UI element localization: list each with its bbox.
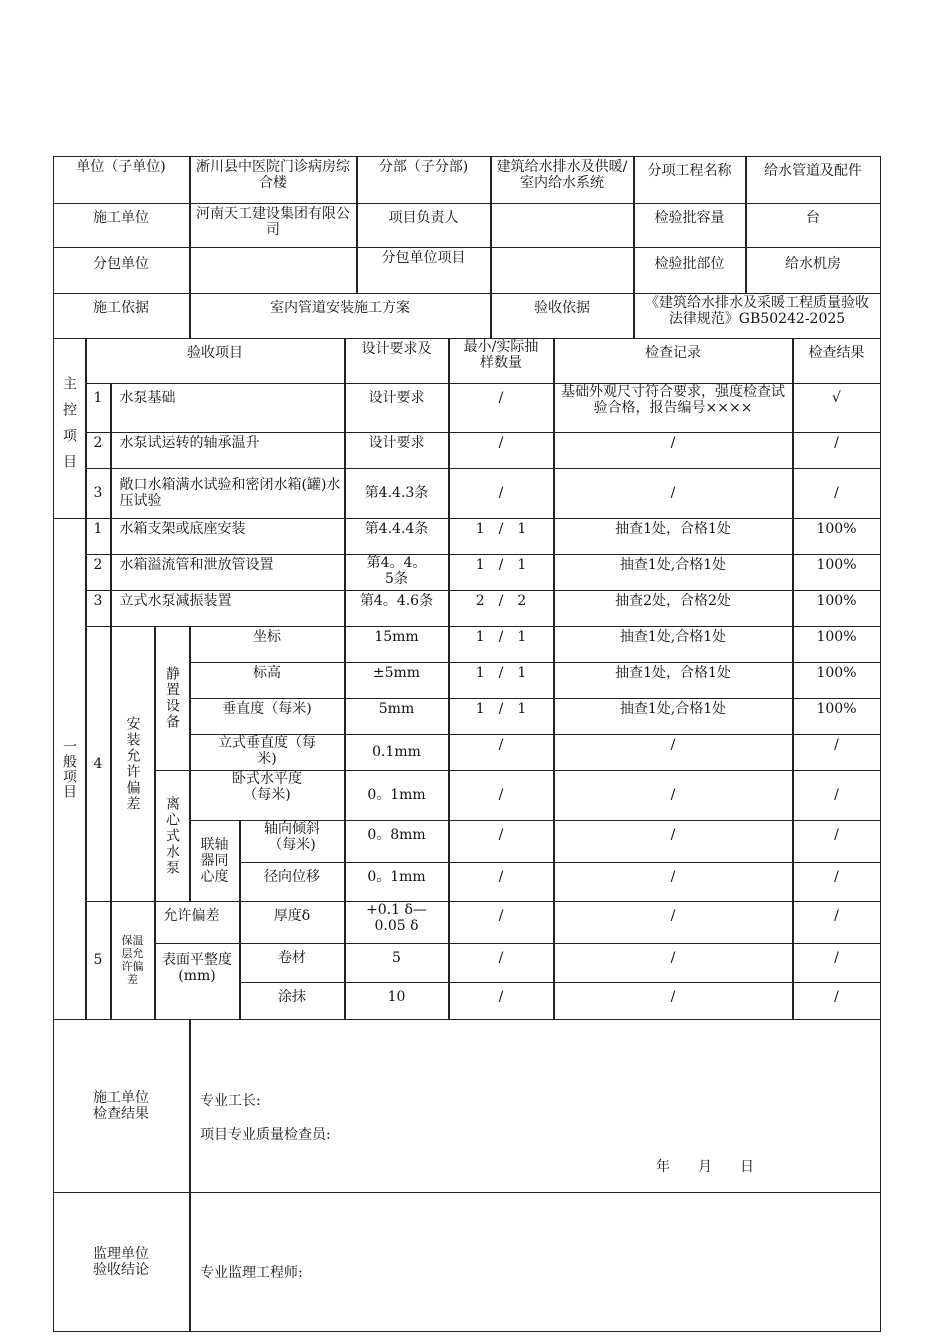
division-value: 建筑给水排水及供暖/室内给水系统: [491, 156, 634, 204]
location-label: 检验批部位: [634, 247, 746, 294]
g-sample-2: 1 / 1: [449, 554, 554, 591]
contractor-label: 施工单位: [53, 203, 190, 248]
i5-name-1: 厚度δ: [240, 901, 345, 944]
mc-name-3: 敞口水箱满水试验和密闭水箱(罐)水压试验: [111, 468, 345, 519]
mc-design-2: 设计要求: [345, 432, 449, 469]
g-name-3: 立式水泵减振装置: [111, 590, 345, 627]
manager-label: 项目负责人: [357, 203, 491, 248]
i5-name-3: 涂抹: [240, 982, 345, 1020]
col-item: 验收项目: [86, 338, 345, 384]
mc-record-1: 基础外观尺寸符合要求，强度检查试验合格，报告编号××××: [554, 383, 793, 433]
mc-sample-1: /: [449, 383, 554, 433]
i5-name-2: 卷材: [240, 943, 345, 983]
unit-label: 单位（子单位): [53, 156, 190, 204]
i4-name-6: 轴向倾斜（每米): [240, 820, 345, 863]
col-record: 检查记录: [554, 338, 793, 384]
sub-project-value: [491, 247, 634, 294]
contractor-check-area: [190, 1019, 881, 1193]
i4-sample-6: /: [449, 820, 554, 863]
i5-design-3: 10: [345, 982, 449, 1020]
engineer-label: 专业监理工程师:: [200, 1265, 303, 1281]
g-name-2: 水箱溢流管和泄放管设置: [111, 554, 345, 591]
supervisor-label: 监理单位验收结论: [53, 1192, 190, 1332]
subitem-label: 分项工程名称: [634, 156, 746, 204]
i4-record-2: 抽查1处，合格1处: [554, 662, 793, 699]
i4-record-3: 抽查1处,合格1处: [554, 698, 793, 735]
mc-sample-2: /: [449, 432, 554, 469]
mc-sample-3: /: [449, 468, 554, 519]
g-no-5: 5: [86, 901, 111, 1020]
flatness-label: 表面平整度(mm): [155, 943, 240, 1020]
i5-design-1: +0.1 δ—0.05 δ: [345, 901, 449, 944]
col-result: 检查结果: [793, 338, 881, 384]
g-result-1: 100%: [793, 518, 881, 555]
division-label: 分部（子分部): [357, 156, 491, 204]
mc-no-3: 3: [86, 468, 111, 519]
i4-name-5: 卧式水平度（每米): [190, 770, 345, 821]
g-result-2: 100%: [793, 554, 881, 591]
i4-result-4: /: [793, 734, 881, 771]
col-sample: 最小/实际抽样数量: [449, 338, 554, 384]
i4-sample-5: /: [449, 770, 554, 821]
i4-result-1: 100%: [793, 626, 881, 663]
sub-project-label: 分包单位项目: [357, 247, 491, 294]
i4-record-5: /: [554, 770, 793, 821]
mc-result-3: /: [793, 468, 881, 519]
mc-name-1: 水泵基础: [111, 383, 345, 433]
i4-design-6: 0。8mm: [345, 820, 449, 863]
g-sample-1: 1 / 1: [449, 518, 554, 555]
g-no-4: 4: [86, 626, 111, 902]
i4-sample-2: 1 / 1: [449, 662, 554, 699]
mc-no-2: 2: [86, 432, 111, 469]
i4-record-6: /: [554, 820, 793, 863]
mc-result-2: /: [793, 432, 881, 469]
manager-value: [491, 203, 634, 248]
inspection-form: [53, 156, 881, 1332]
i5-sample-2: /: [449, 943, 554, 983]
mc-name-2: 水泵试运转的轴承温升: [111, 432, 345, 469]
date-label: 年 月 日: [656, 1159, 754, 1175]
centrifugal-pump-label: 离心式水泵: [155, 770, 190, 902]
mc-record-2: /: [554, 432, 793, 469]
subcontractor-label: 分包单位: [53, 247, 190, 294]
i5-record-3: /: [554, 982, 793, 1020]
static-equipment-label: 静置设备: [155, 626, 190, 771]
g-no-1: 1: [86, 518, 111, 555]
item4-group: 安装允许偏差: [111, 626, 155, 902]
i4-design-1: 15mm: [345, 626, 449, 663]
i4-design-5: 0。1mm: [345, 770, 449, 821]
g-design-3: 第4。4.6条: [345, 590, 449, 627]
coupling-label: 联轴器同心度: [190, 820, 240, 902]
col-design: 设计要求及: [345, 338, 449, 384]
g-no-3: 3: [86, 590, 111, 627]
i5-result-3: /: [793, 982, 881, 1020]
i4-result-2: 100%: [793, 662, 881, 699]
i4-sample-1: 1 / 1: [449, 626, 554, 663]
acceptance-value: 《建筑给水排水及采暖工程质量验收法律规范》GB50242-2025: [634, 293, 881, 339]
acceptance-label: 验收依据: [491, 293, 634, 339]
location-value: 给水机房: [746, 247, 881, 294]
basis-label: 施工依据: [53, 293, 190, 339]
i5-record-1: /: [554, 901, 793, 944]
i4-result-5: /: [793, 770, 881, 821]
i4-design-2: ±5mm: [345, 662, 449, 699]
inspector-label: 项目专业质量检查员:: [200, 1127, 331, 1143]
i5-sample-1: /: [449, 901, 554, 944]
i5-design-2: 5: [345, 943, 449, 983]
i5-result-1: /: [793, 901, 881, 944]
g-record-2: 抽查1处,合格1处: [554, 554, 793, 591]
i5-sample-3: /: [449, 982, 554, 1020]
contractor-value: 河南天工建设集团有限公司: [190, 203, 357, 248]
i5-result-2: /: [793, 943, 881, 983]
subcontractor-value: [190, 247, 357, 294]
foreman-label: 专业工长:: [200, 1093, 261, 1109]
capacity-value: 台: [746, 203, 881, 248]
contractor-check-label: 施工单位检查结果: [53, 1019, 190, 1193]
general-label: 一般项目: [53, 518, 86, 1020]
mc-result-1: √: [793, 383, 881, 433]
mc-design-3: 第4.4.3条: [345, 468, 449, 519]
i4-design-3: 5mm: [345, 698, 449, 735]
g-design-2: 第4。4。5条: [345, 554, 449, 591]
i5-record-2: /: [554, 943, 793, 983]
g-sample-3: 2 / 2: [449, 590, 554, 627]
mc-no-1: 1: [86, 383, 111, 433]
i4-result-7: /: [793, 862, 881, 902]
i4-result-3: 100%: [793, 698, 881, 735]
main-control-label: 主控项目: [53, 338, 86, 519]
g-design-1: 第4.4.4条: [345, 518, 449, 555]
i4-name-2: 标高: [190, 662, 345, 699]
g-no-2: 2: [86, 554, 111, 591]
g-record-3: 抽查2处，合格2处: [554, 590, 793, 627]
mc-design-1: 设计要求: [345, 383, 449, 433]
g-record-1: 抽查1处，合格1处: [554, 518, 793, 555]
i4-name-7: 径向位移: [240, 862, 345, 902]
i4-result-6: /: [793, 820, 881, 863]
mc-record-3: /: [554, 468, 793, 519]
i4-sample-3: 1 / 1: [449, 698, 554, 735]
i4-design-7: 0。1mm: [345, 862, 449, 902]
i4-design-4: 0.1mm: [345, 734, 449, 771]
unit-value: 淅川县中医院门诊病房综合楼: [190, 156, 357, 204]
item5-group: 保温层允许偏差: [111, 901, 155, 1020]
i4-sample-4: /: [449, 734, 554, 771]
i4-sample-7: /: [449, 862, 554, 902]
g-result-3: 100%: [793, 590, 881, 627]
i4-name-1: 坐标: [190, 626, 345, 663]
tolerance-label: 允许偏差: [155, 901, 240, 944]
g-name-1: 水箱支架或底座安装: [111, 518, 345, 555]
i4-name-3: 垂直度（每米): [190, 698, 345, 735]
basis-value: 室内管道安装施工方案: [190, 293, 491, 339]
subitem-value: 给水管道及配件: [746, 156, 881, 204]
capacity-label: 检验批容量: [634, 203, 746, 248]
i4-name-4: 立式垂直度（每米): [190, 734, 345, 771]
i4-record-1: 抽查1处,合格1处: [554, 626, 793, 663]
i4-record-7: /: [554, 862, 793, 902]
i4-record-4: /: [554, 734, 793, 771]
